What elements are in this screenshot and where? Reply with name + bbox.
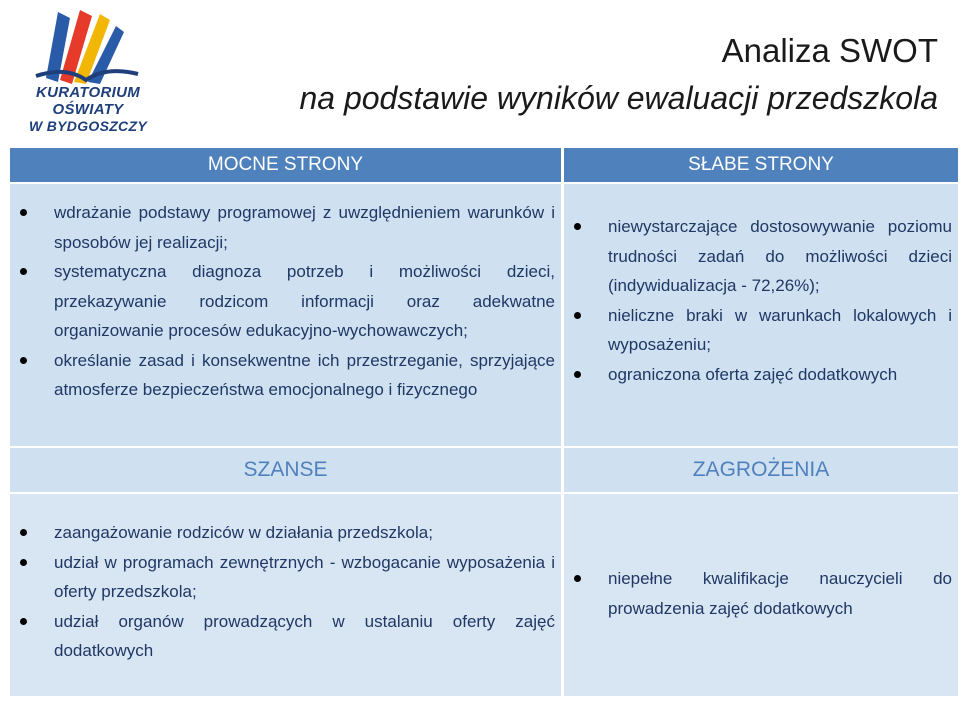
opportunity-item: udział w programach zewnętrznych - wzbogacanie wyposażenia i oferty przedszkola;: [10, 548, 561, 607]
threats-header: ZAGROŻENIA: [564, 448, 958, 492]
logo-text-line1: KURATORIUM OŚWIATY: [35, 84, 141, 118]
page-subtitle: na podstawie wyników ewaluacji przedszkola: [299, 80, 938, 116]
strength-item: systematyczna diagnoza potrzeb i możliwości dzieci, przekazywanie rodzicom informacji oraz adekwatne organizowanie procesów edukacyjno-wychowawczych;: [10, 257, 561, 346]
threat-item: niepełne kwalifikacje nauczycieli do prowadzenia zajęć dodatkowych: [564, 564, 958, 623]
logo-text-line2: W BYDGOSZCZY: [29, 118, 147, 134]
opportunity-item: zaangażowanie rodziców w działania przedszkola;: [10, 518, 561, 548]
threats-cell: [564, 494, 958, 696]
kuratorium-logo: [6, 4, 166, 134]
book-icon: [6, 4, 166, 84]
strengths-header: MOCNE STRONY: [10, 148, 561, 182]
strengths-cell: [10, 184, 561, 446]
opportunity-item: udział organów prowadzących w ustalaniu oferty zajęć dodatkowych: [10, 607, 561, 666]
opportunities-header: SZANSE: [10, 448, 561, 492]
weakness-item: nieliczne braki w warunkach lokalowych i wyposażeniu;: [564, 301, 958, 360]
swot-table: [10, 148, 958, 696]
strength-item: określanie zasad i konsekwentne ich przestrzeganie, sprzyjające atmosferze bezpieczeństwa emocjonalnego i fizycznego: [10, 346, 561, 405]
weakness-item: niewystarczające dostosowywanie poziomu trudności zadań do możliwości dzieci (indywidualizacja - 72,26%);: [564, 212, 958, 301]
strength-item: wdrażanie podstawy programowej z uwzględnieniem warunków i sposobów jej realizacji;: [10, 198, 561, 257]
weaknesses-cell: [564, 184, 958, 446]
page-title: Analiza SWOT: [721, 32, 938, 69]
opportunities-cell: [10, 494, 561, 696]
weaknesses-header: SŁABE STRONY: [564, 148, 958, 182]
weakness-item: ograniczona oferta zajęć dodatkowych: [564, 360, 958, 390]
